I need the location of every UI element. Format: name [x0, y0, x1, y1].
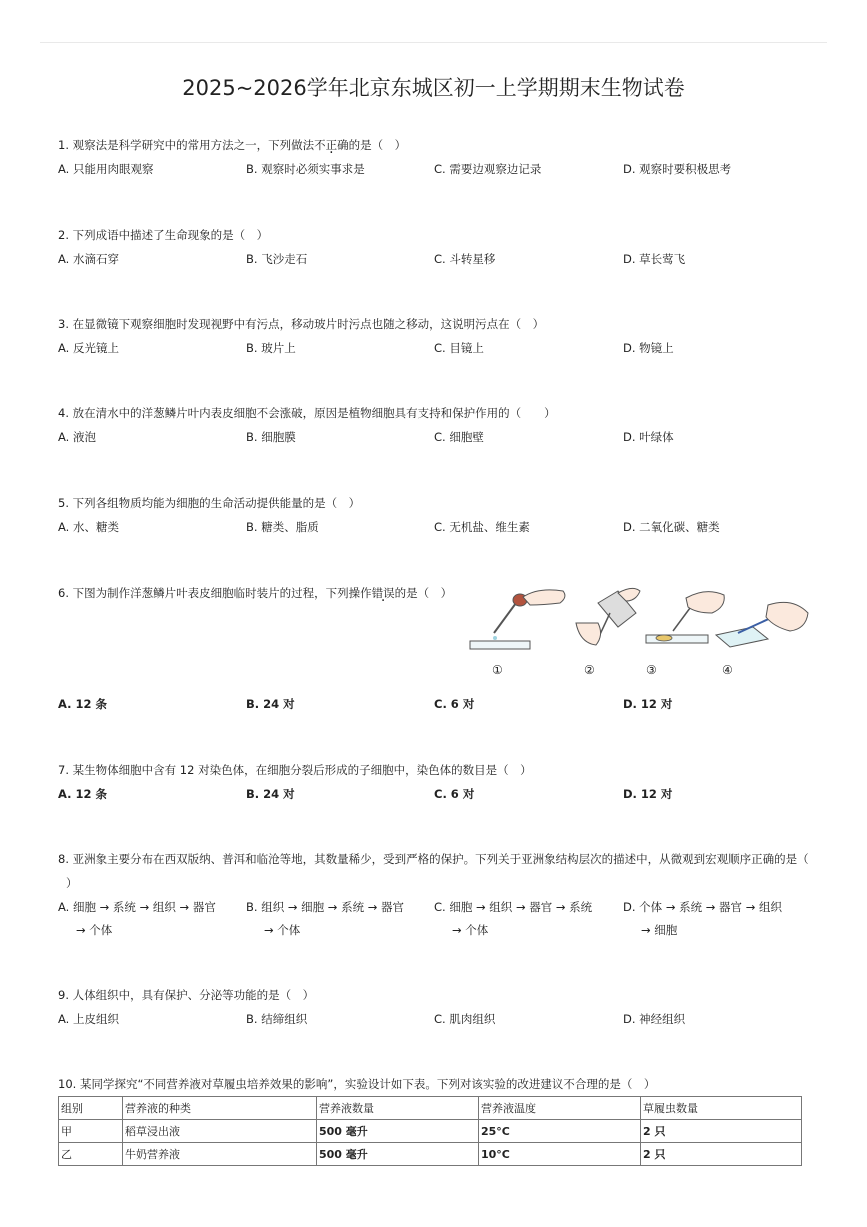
option-a[interactable]: [58, 896, 238, 942]
option-c[interactable]: [434, 896, 614, 942]
question-stem: 9. 人体组织中，具有保护、分泌等功能的是（ ）: [58, 988, 315, 1002]
question-5: [58, 496, 818, 534]
table-cell: 25°C: [479, 1120, 641, 1143]
page-title: 2025~2026学年北京东城区初一上学期期末生物试卷: [182, 76, 685, 100]
question-1: [58, 138, 818, 176]
question-10: [58, 1077, 818, 1092]
option-d[interactable]: D. 12 对: [623, 787, 673, 801]
option-c[interactable]: C. 斗转星移: [434, 252, 496, 266]
question-stem: [58, 852, 808, 867]
question-stem: 10. 某同学探究“不同营养液对草履虫培养效果的影响”，实验设计如下表。下列对该实验的改进建议不合理的是（ ）: [58, 1077, 656, 1091]
option-c[interactable]: C. 无机盐、维生素: [434, 520, 530, 534]
step-label-2: ②: [584, 663, 595, 677]
question-8: [58, 852, 809, 937]
table-cell: 乙: [59, 1143, 123, 1166]
question-3: [58, 317, 818, 355]
option-c[interactable]: C. 6 对: [434, 697, 475, 711]
stem-text: 6. 下图为制作洋葱鳞片叶表皮细胞临时装片的过程，下列操作: [58, 586, 372, 600]
option-d[interactable]: [623, 896, 803, 942]
question-stem: [58, 138, 818, 153]
peeling-step-icon: [576, 588, 640, 645]
stem-text: 的是（ ）: [348, 138, 407, 152]
option-line: D. 个体 → 系统 → 器官 → 组织: [623, 900, 783, 914]
header-divider: [40, 42, 827, 43]
option-c[interactable]: C. 目镜上: [434, 341, 484, 355]
option-b[interactable]: [246, 896, 426, 942]
option-d[interactable]: D. 神经组织: [623, 1012, 686, 1026]
question-9: [58, 988, 818, 1026]
option-b[interactable]: B. 24 对: [246, 787, 295, 801]
table-cell: 500 毫升: [317, 1143, 479, 1166]
question-stem: 4. 放在清水中的洋葱鳞片叶内表皮细胞不会涨破，原因是植物细胞具有支持和保护作用的（ ）: [58, 406, 556, 420]
option-d[interactable]: D. 草长莺飞: [623, 252, 686, 266]
option-a[interactable]: A. 上皮组织: [58, 1012, 119, 1026]
question-stem-continued: ）: [66, 876, 78, 890]
option-a[interactable]: A. 反光镜上: [58, 341, 119, 355]
emphasis-text: 错误: [371, 586, 395, 600]
table-header: 组别: [59, 1097, 123, 1120]
option-line: → 个体: [264, 923, 301, 937]
option-a[interactable]: A. 液泡: [58, 430, 96, 444]
table-row: [59, 1120, 802, 1143]
option-c[interactable]: C. 细胞壁: [434, 430, 484, 444]
option-c[interactable]: C. 肌肉组织: [434, 1012, 496, 1026]
option-d[interactable]: D. 观察时要积极思考: [623, 162, 732, 176]
option-c[interactable]: C. 需要边观察边记录: [434, 162, 542, 176]
stem-text: 8. 亚洲象主要分布在西双版纳、普洱和临沧等地，其数量稀少，受到严格的保护。下列关于亚洲象结构层次的描述中，从微观到宏观顺序正确的是（: [58, 852, 809, 866]
table-header-row: [59, 1097, 802, 1120]
option-line: → 细胞: [641, 923, 678, 937]
option-d[interactable]: D. 叶绿体: [623, 430, 674, 444]
procedure-illustration: [468, 583, 813, 663]
slide-preparation-figure: [468, 583, 813, 683]
option-b[interactable]: B. 观察时必须实事求是: [246, 162, 365, 176]
table-cell: 500 毫升: [317, 1120, 479, 1143]
option-line: A. 细胞 → 系统 → 组织 → 器官: [58, 900, 216, 914]
question-stem: 7. 某生物体细胞中含有 12 对染色体，在细胞分裂后形成的子细胞中，染色体的数目是（ ）: [58, 763, 532, 777]
table-header: 营养液数量: [317, 1097, 479, 1120]
table-cell: 10°C: [479, 1143, 641, 1166]
option-a[interactable]: A. 只能用肉眼观察: [58, 162, 154, 176]
experiment-table: [58, 1096, 802, 1166]
option-line: → 个体: [452, 923, 489, 937]
question-7: [58, 763, 818, 801]
option-b[interactable]: B. 细胞膜: [246, 430, 296, 444]
coverslip-step-icon: [716, 602, 808, 647]
option-line: C. 细胞 → 组织 → 器官 → 系统: [434, 900, 593, 914]
option-b[interactable]: B. 结缔组织: [246, 1012, 308, 1026]
option-line: B. 组织 → 细胞 → 系统 → 器官: [246, 900, 405, 914]
dropper-step-icon: [470, 590, 565, 649]
question-4: [58, 406, 818, 444]
step-label-4: ④: [722, 663, 733, 677]
question-stem: 2. 下列成语中描述了生命现象的是（ ）: [58, 228, 269, 242]
step-label-1: ①: [492, 663, 503, 677]
option-d[interactable]: D. 二氧化碳、糖类: [623, 520, 720, 534]
option-a[interactable]: A. 水滴石穿: [58, 252, 119, 266]
table-header: 营养液的种类: [123, 1097, 317, 1120]
option-b[interactable]: B. 24 对: [246, 697, 295, 711]
stem-text: 1. 观察法是科学研究中的常用方法之一，下列做法: [58, 138, 315, 152]
option-b[interactable]: B. 糖类、脂质: [246, 520, 319, 534]
table-cell: 稻草浸出液: [123, 1120, 317, 1143]
question-2: [58, 228, 818, 266]
table-cell: 2 只: [641, 1143, 802, 1166]
table-cell: 甲: [59, 1120, 123, 1143]
option-a[interactable]: A. 水、糖类: [58, 520, 119, 534]
option-d[interactable]: D. 物镜上: [623, 341, 674, 355]
option-a[interactable]: A. 12 条: [58, 697, 107, 711]
stem-text: 的是（ ）: [394, 586, 453, 600]
table-header: 草履虫数量: [641, 1097, 802, 1120]
spreading-step-icon: [646, 592, 724, 643]
question-stem: 3. 在显微镜下观察细胞时发现视野中有污点，移动玻片时污点也随之移动，这说明污点在（ ）: [58, 317, 545, 331]
emphasis-text: 不正确: [314, 138, 349, 152]
option-b[interactable]: B. 玻片上: [246, 341, 296, 355]
option-d[interactable]: D. 12 对: [623, 697, 673, 711]
option-line: → 个体: [76, 923, 113, 937]
question-stem: 5. 下列各组物质均能为细胞的生命活动提供能量的是（ ）: [58, 496, 361, 510]
option-a[interactable]: A. 12 条: [58, 787, 107, 801]
option-c[interactable]: C. 6 对: [434, 787, 475, 801]
table-row: [59, 1143, 802, 1166]
step-label-3: ③: [646, 663, 657, 677]
table-cell: 牛奶营养液: [123, 1143, 317, 1166]
table-header: 营养液温度: [479, 1097, 641, 1120]
table-cell: 2 只: [641, 1120, 802, 1143]
option-b[interactable]: B. 飞沙走石: [246, 252, 308, 266]
